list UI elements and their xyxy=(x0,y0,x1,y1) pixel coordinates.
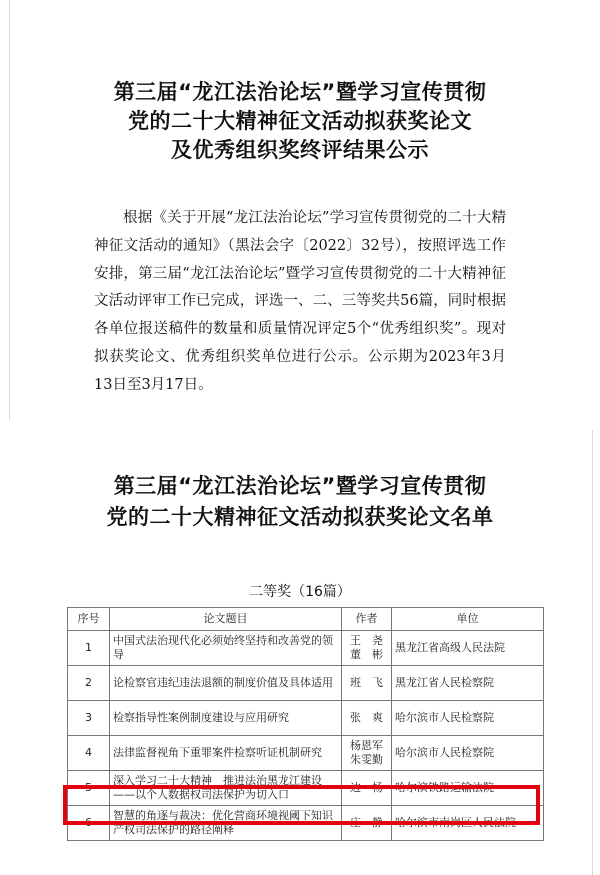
paper-title: 中国式法治现代化必须始终坚持和改善党的领导 xyxy=(110,631,342,666)
notice-title-line: 第三届“龙江法治论坛”暨学习宣传贯彻 xyxy=(113,80,487,104)
table-row xyxy=(68,666,544,701)
unit: 哈尔滨市人民检察院 xyxy=(392,736,544,771)
list-title xyxy=(90,471,510,533)
unit: 哈尔滨市人民检察院 xyxy=(392,701,544,736)
paper-title: 检察指导性案例制度建设与应用研究 xyxy=(110,701,342,736)
table-row xyxy=(68,701,544,736)
notice-body xyxy=(94,205,506,400)
notice-title xyxy=(90,78,510,165)
notice-page xyxy=(0,0,600,420)
paper-title: 论检察官违纪违法退额的制度价值及具体适用 xyxy=(110,666,342,701)
author: 杨恩军 朱雯勤 xyxy=(342,736,392,771)
author: 庄 静 xyxy=(342,806,392,841)
author: 边 杨 xyxy=(342,771,392,806)
list-title-line: 党的二十大精神征文活动拟获奖论文名单 xyxy=(106,505,494,529)
author: 张 爽 xyxy=(342,701,392,736)
paper-title: 智慧的角逐与裁决：优化营商环境视阈下知识产权司法保护的路径阐释 xyxy=(110,806,342,841)
paper-title: 深入学习二十大精神 推进法治黑龙江建设——以个人数据权司法保护为切入口 xyxy=(110,771,342,806)
notice-title-line: 党的二十大精神征文活动拟获奖论文 xyxy=(128,109,472,133)
prize-heading: 二等奖（16篇） xyxy=(249,584,351,600)
table-row xyxy=(68,631,544,666)
page-edge-left xyxy=(9,0,10,420)
author: 王 尧 董 彬 xyxy=(342,631,392,666)
table-header-row xyxy=(68,608,544,631)
unit: 黑龙江省高级人民法院 xyxy=(392,631,544,666)
paper-title: 法律监督视角下重罪案件检察听证机制研究 xyxy=(110,736,342,771)
row-number: 2 xyxy=(68,666,110,701)
highlight-box xyxy=(63,785,540,825)
table-row xyxy=(68,736,544,771)
unit: 哈尔滨市南岗区人民法院 xyxy=(392,806,544,841)
row-number: 1 xyxy=(68,631,110,666)
unit: 黑龙江省人民检察院 xyxy=(392,666,544,701)
row-number: 6 xyxy=(68,806,110,841)
unit: 哈尔滨铁路运输法院 xyxy=(392,771,544,806)
row-number: 4 xyxy=(68,736,110,771)
notice-paragraph: 根据《关于开展“龙江法治论坛”学习宣传贯彻党的二十大精神征文活动的通知》（黑法会字〔2022〕32号），按照评选工作安排，第三届“龙江法治论坛”暨学习宣传贯彻党的二十大精神征文活动评审工作已完成，评选一、二、三等奖共56篇，同时根据各单位报送稿件的数量和质量情况评定5个“优秀组织奖”。现对拟获奖论文、优秀组织奖单位进行公示。公示期为2023年3月13日至3月17日。 xyxy=(94,210,506,393)
list-title-line: 第三届“龙江法治论坛”暨学习宣传贯彻 xyxy=(113,474,487,498)
row-number: 3 xyxy=(68,701,110,736)
page-edge-right xyxy=(592,430,593,875)
column-header-unit: 单位 xyxy=(392,608,544,631)
notice-title-line: 及优秀组织奖终评结果公示 xyxy=(171,138,429,162)
column-header-title: 论文题目 xyxy=(110,608,342,631)
row-number: 5 xyxy=(68,771,110,806)
author: 班 飞 xyxy=(342,666,392,701)
column-header-no: 序号 xyxy=(68,608,110,631)
column-header-author: 作者 xyxy=(342,608,392,631)
